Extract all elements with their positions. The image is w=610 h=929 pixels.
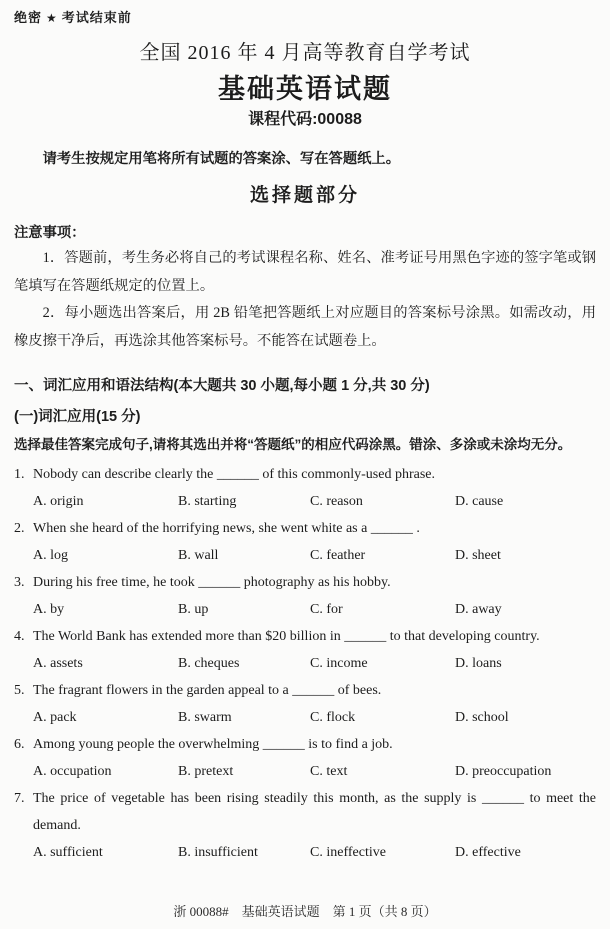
question-3 xyxy=(14,569,596,623)
classification-level: 绝密 xyxy=(14,10,43,25)
question-7-option-b: B. insufficient xyxy=(178,845,258,860)
question-1 xyxy=(14,461,596,515)
question-1-option-a: A. origin xyxy=(33,494,84,509)
section1-heading: 一、词汇应用和语法结构(本大题共 30 小题,每小题 1 分,共 30 分) xyxy=(14,378,430,394)
question-6-option-b: B. pretext xyxy=(178,764,234,779)
question-7-text: The price of vegetable has been rising steadily this month, as the supply is ______ to meet the demand. xyxy=(33,791,596,833)
question-6-text: Among young people the overwhelming ______ is to find a job. xyxy=(33,737,393,752)
question-4-option-d: D. loans xyxy=(455,656,502,671)
question-5-option-d: D. school xyxy=(455,710,509,725)
question-6-option-d: D. preoccupation xyxy=(455,764,552,779)
paper-title: 基础英语试题 xyxy=(218,74,392,104)
question-5-number: 5. xyxy=(14,683,25,698)
question-3-option-c: C. for xyxy=(310,602,343,617)
question-1-option-b: B. starting xyxy=(178,494,237,509)
question-2-text: When she heard of the horrifying news, she went white as a ______ . xyxy=(33,521,420,536)
question-5-text: The fragrant flowers in the garden appeal to a ______ of bees. xyxy=(33,683,382,698)
question-7-option-a: A. sufficient xyxy=(33,845,103,860)
question-2-option-d: D. sheet xyxy=(455,548,501,563)
question-2-options xyxy=(33,542,596,569)
question-3-text: During his free time, he took ______ photography as his hobby. xyxy=(33,575,391,590)
question-list xyxy=(14,461,596,866)
question-6-option-c: C. text xyxy=(310,764,348,779)
question-4-option-c: C. income xyxy=(310,656,368,671)
question-5-options xyxy=(33,704,596,731)
course-code: 课程代码:00088 xyxy=(248,111,362,128)
classification-note: 考试结束前 xyxy=(61,10,132,25)
question-1-option-d: D. cause xyxy=(455,494,504,509)
notes-heading: 注意事项： xyxy=(14,225,86,241)
question-1-option-c: C. reason xyxy=(310,494,363,509)
question-3-option-a: A. by xyxy=(33,602,65,617)
question-1-text: Nobody can describe clearly the ______ of this commonly-used phrase. xyxy=(33,467,436,482)
question-3-option-d: D. away xyxy=(455,602,502,617)
question-4-option-a: A. assets xyxy=(33,656,83,671)
classification-banner xyxy=(14,0,596,27)
question-2-number: 2. xyxy=(14,521,25,536)
note-paragraph-2: 2．每小题选出答案后，用 2B 铅笔把答题纸上对应题目的答案标号涂黑。如需改动，用橡皮擦干净后，再选涂其他答案标号。不能答在试题卷上。 xyxy=(14,305,596,349)
question-7-option-d: D. effective xyxy=(455,845,521,860)
question-1-number: 1. xyxy=(14,467,25,482)
question-6 xyxy=(14,731,596,785)
question-7-options xyxy=(33,839,596,866)
question-4 xyxy=(14,623,596,677)
section1-instruction: 选择最佳答案完成句子,请将其选出并将“答题纸”的相应代码涂黑。错涂、多涂或未涂均无分。 xyxy=(14,437,572,452)
question-4-text: The World Bank has extended more than $20 billion in ______ to that developing country. xyxy=(33,629,540,644)
question-5-option-b: B. swarm xyxy=(178,710,232,725)
question-7-option-c: C. ineffective xyxy=(310,845,386,860)
question-2-option-c: C. feather xyxy=(310,548,366,563)
section1-subheading: (一)词汇应用(15 分) xyxy=(14,409,141,425)
note-paragraph-1: 1．答题前，考生务必将自己的考试课程名称、姓名、准考证号用黑色字迹的签字笔或钢笔填写在答题纸规定的位置上。 xyxy=(14,250,596,294)
answer-sheet-instruction: 请考生按规定用笔将所有试题的答案涂、写在答题纸上。 xyxy=(42,151,401,167)
exam-title: 全国 2016 年 4 月高等教育自学考试 xyxy=(139,42,471,64)
question-6-number: 6. xyxy=(14,737,25,752)
question-4-option-b: B. cheques xyxy=(178,656,240,671)
question-6-options xyxy=(33,758,596,785)
question-2-option-a: A. log xyxy=(33,548,68,563)
question-7 xyxy=(14,785,596,866)
question-5-option-c: C. flock xyxy=(310,710,356,725)
question-7-number: 7. xyxy=(14,791,25,806)
multiple-choice-part-title: 选择题部分 xyxy=(249,185,360,206)
question-1-options xyxy=(33,488,596,515)
question-3-options xyxy=(33,596,596,623)
question-6-option-a: A. occupation xyxy=(33,764,112,779)
question-2-option-b: B. wall xyxy=(178,548,219,563)
question-4-number: 4. xyxy=(14,629,25,644)
question-3-number: 3. xyxy=(14,575,25,590)
question-2 xyxy=(14,515,596,569)
star-icon: ★ xyxy=(46,11,58,25)
question-3-option-b: B. up xyxy=(178,602,209,617)
question-4-options xyxy=(33,650,596,677)
question-5-option-a: A. pack xyxy=(33,710,77,725)
page-footer: 浙 00088# 基础英语试题 第 1 页（共 8 页） xyxy=(173,904,437,919)
question-5 xyxy=(14,677,596,731)
